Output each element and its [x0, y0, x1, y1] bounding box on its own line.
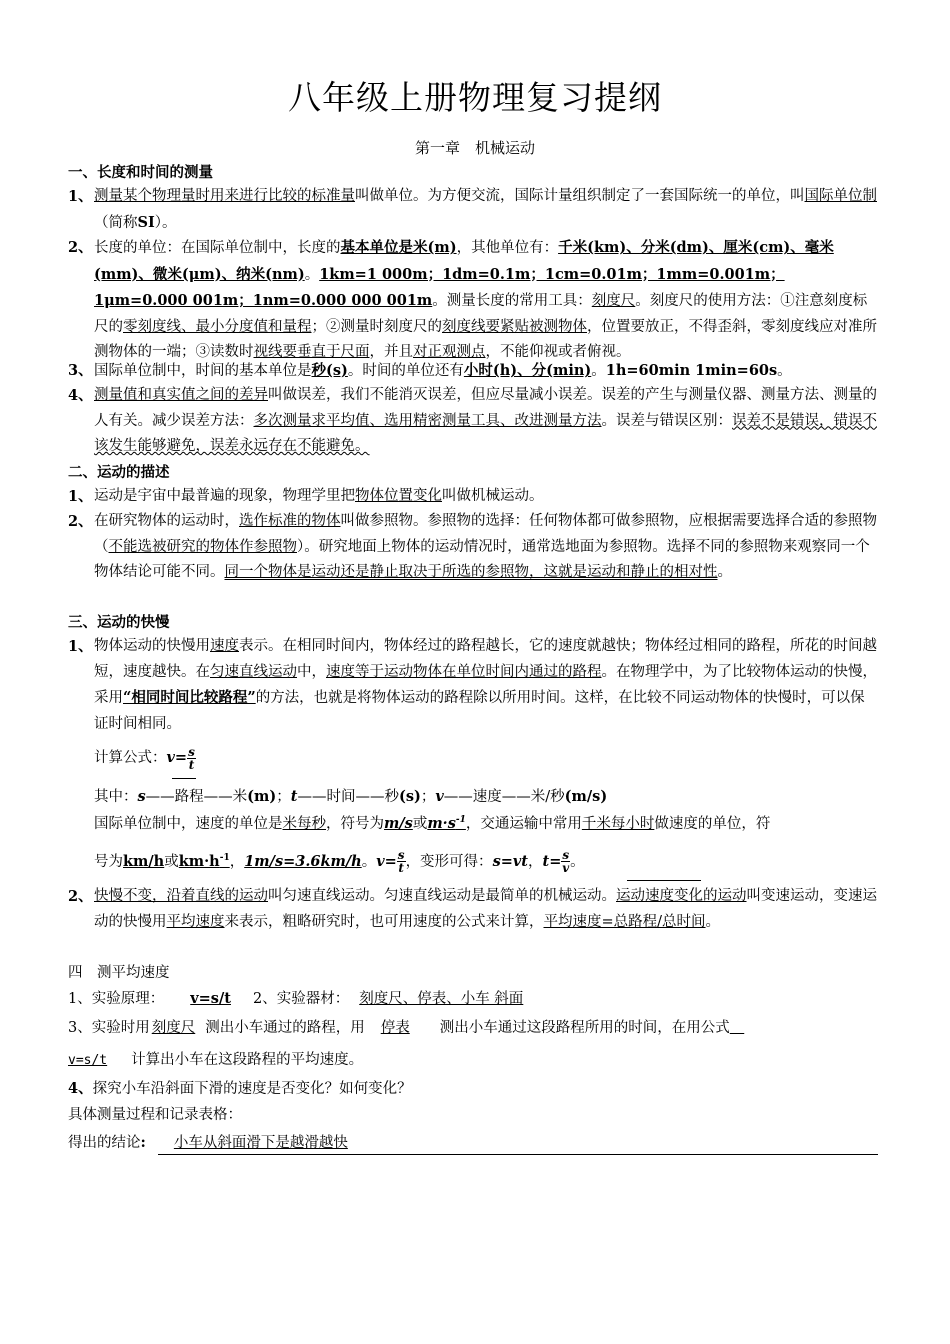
item-number: 2、 [68, 239, 93, 256]
experiment-principle-line: 1、实验原理： v=s/t 2、实验器材： 刻度尺、停表、小车 斜面 [68, 990, 524, 1007]
item-text: 快慢不变，沿着直线的运动叫匀速直线运动。匀速直线运动是最简单的机械运动。运动速度变化的运动叫变速运动，变速运动的快慢用平均速度来表示，粗略研究时，也可用速度的公式来计算，平均速度=总路程/总时间。 [94, 888, 877, 930]
item-number: 4、 [68, 387, 93, 404]
item-2-2 [68, 509, 878, 586]
experiment-question-line: 4、探究小车沿斜面下滑的速度是否变化？如何变化？ [68, 1080, 412, 1097]
item-text: 国际单位制中，时间的基本单位是秒(s)。时间的单位还有小时(h)、分(min)。1h=60min 1min=60s。 [94, 362, 792, 379]
experiment-table-label: 具体测量过程和记录表格： [68, 1107, 242, 1123]
section-heading-3: 三、运动的快慢 [68, 615, 170, 631]
item-3-1 [68, 634, 878, 737]
formula-line: 计算公式：v= $\frac{s}{t}$ [94, 744, 195, 772]
item-number: 1、 [68, 488, 93, 505]
item-number: 2、 [68, 513, 93, 530]
experiment-method-line: 3、实验时用 刻度尺 测出小车通过的路程，用 停表 测出小车通过这段路程所用的时间，在用公式 [68, 1020, 730, 1036]
item-2-1 [68, 484, 878, 510]
item-3-2 [68, 884, 878, 935]
item-1-4 [68, 383, 878, 460]
experiment-conclusion-line: 得出的结论: 小车从斜面滑下是越滑越快 [68, 1134, 348, 1151]
section-heading-1: 一、长度和时间的测量 [68, 165, 213, 181]
unit-line-2: 号为km/h或$km\cdot h^{-1}$，1m/s=3.6km/h。v= $\frac{s}{t}$ ，变形可得：s=vt，t= $\frac{s}{v}$ 。 [94, 848, 585, 876]
item-text: 长度的单位：在国际单位制中，长度的基本单位是米(m)，其他单位有：千米(km)、分米(dm)、厘米(cm)、毫米(mm)、微米(μm)、纳米(nm)。1km=1 000m；1dm=0.1m；1cm=0.01m；1mm=0.001m；1μm=0.000 001m；1nm=0.000 000 001m。测量长度的常用工具：刻度尺。刻度尺的使用方法：①注意刻度标尺的零刻度线、最小分度值和量程；②测量时刻度尺的刻度线要紧贴被测物体，位置要放正，不得歪斜，零刻度线应对准所测物体的一端；③读数时视线要垂直于尺面，并且对正观测点，不能仰视或者俯视。 [94, 239, 877, 360]
item-number: 1、 [68, 188, 93, 205]
item-1-3 [68, 358, 878, 385]
experiment-formula-line: v=s/t 计算出小车在这段路程的平均速度。 [68, 1052, 364, 1068]
formula-legend: 其中：s——路程——米(m)；t——时间——秒(s)；v——速度——米/秒(m/s) [94, 788, 608, 805]
unit-line-1: 国际单位制中，速度的单位是米每秒，符号为m/s或$m\cdot s^{-1}$，交通运输中常用千米每小时做速度的单位，符 [94, 814, 771, 832]
divider [627, 880, 701, 881]
item-1-1 [68, 184, 878, 236]
formula-fraction: $\frac{s}{t}$ [397, 848, 405, 876]
item-text: 测量某个物理量时用来进行比较的标准量叫做单位。为方便交流，国际计量组织制定了一套国际统一的单位，叫国际单位制（简称SI）。 [94, 188, 877, 231]
item-text: 物体运动的快慢用速度表示。在相同时间内，物体经过的路程越长，它的速度就越快；物体经过相同的路程，所花的时间越短，速度越快。在匀速直线运动中，速度等于运动物体在单位时间内通过的路程。在物理学中，为了比较物体运动的快慢，采用“相同时间比较路程”的方法，也就是将物体运动的路程除以所用时间。这样，在比较不同运动物体的快慢时，可以保证时间相同。 [94, 638, 877, 732]
item-number: 2、 [68, 888, 93, 905]
item-1-2 [68, 235, 878, 366]
page-title: 八年级上册物理复习提纲 [288, 78, 662, 117]
chapter-heading: 第一章 机械运动 [414, 139, 535, 157]
item-text: 在研究物体的运动时，选作标准的物体叫做参照物。参照物的选择：任何物体都可做参照物，应根据需要选择合适的参照物（不能选被研究的物体作参照物）。研究地面上物体的运动情况时，通常选地面为参照物。选择不同的参照物来观察同一个物体结论可能不同。同一个物体是运动还是静止取决于所选的参照物，这就是运动和静止的相对性。 [94, 513, 877, 580]
answer-underline [158, 1154, 878, 1155]
item-text: 测量值和真实值之间的差异叫做误差，我们不能消灭误差，但应尽量减小误差。误差的产生与测量仪器、测量方法、测量的人有关。减少误差方法：多次测量求平均值、选用精密测量工具、改进测量方法。误差与错误区别：误差不是错误，错误不该发生能够避免，误差永远存在不能避免。 [94, 387, 877, 454]
item-number: 1、 [68, 638, 93, 655]
divider [172, 778, 196, 779]
item-number: 3、 [68, 362, 93, 379]
section-heading-2: 二、运动的描述 [68, 465, 170, 481]
section-heading-4: 四 测平均速度 [68, 965, 170, 981]
formula-fraction: $\frac{s}{t}$ [188, 744, 195, 772]
formula-fraction-2: $\frac{s}{v}$ [562, 848, 570, 876]
item-text: 运动是宇宙中最普遍的现象，物理学里把物体位置变化叫做机械运动。 [94, 488, 544, 504]
